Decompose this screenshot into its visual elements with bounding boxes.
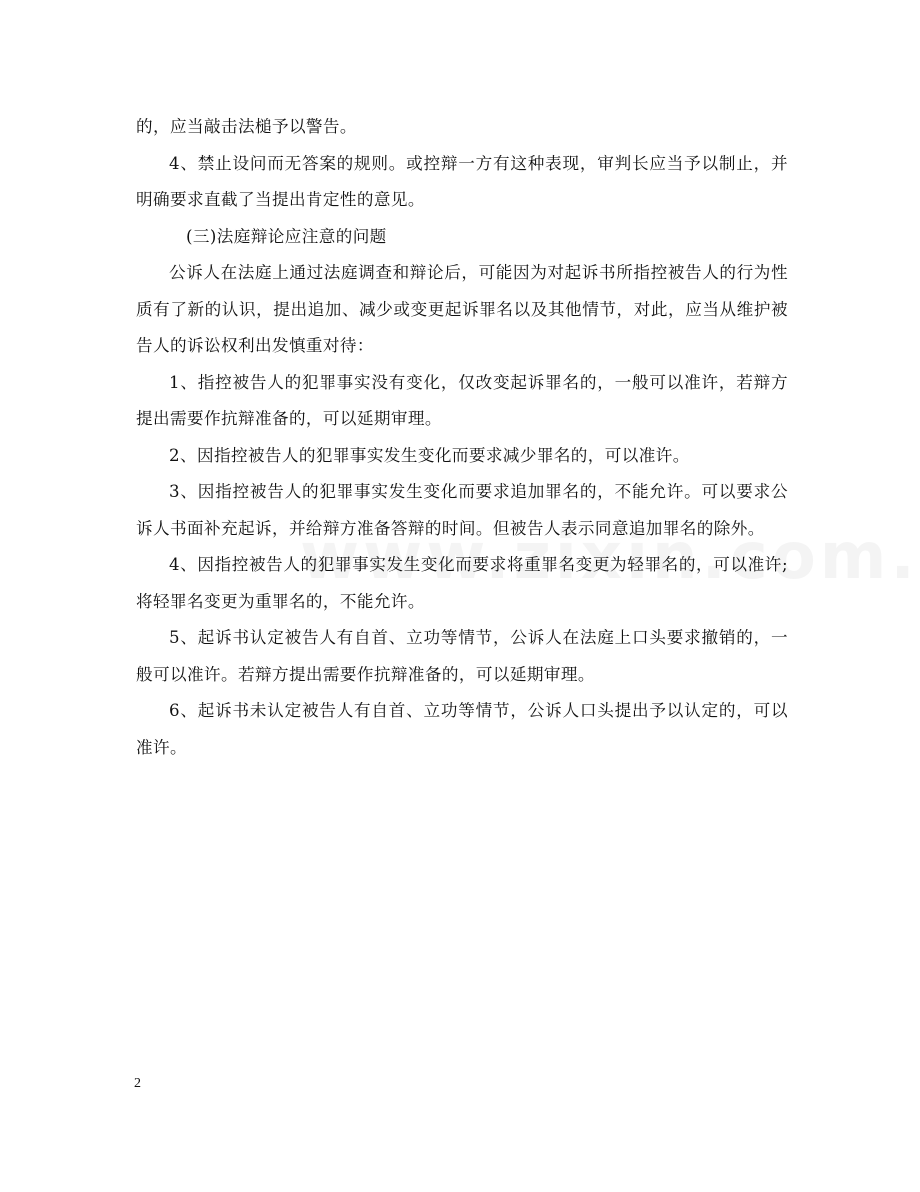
paragraph: 公诉人在法庭上通过法庭调查和辩论后，可能因为对起诉书所指控被告人的行为性质有了新的认识，提出追加、减少或变更起诉罪名以及其他情节，对此，应当从维护被告人的诉讼权利出发慎重对待： — [136, 263, 788, 355]
paragraph: 4、禁止设问而无答案的规则。或控辩一方有这种表现，审判长应当予以制止，并明确要求直截了当提出肯定性的意见。 — [136, 153, 788, 209]
page-number: 2 — [134, 1076, 141, 1091]
list-item: 3、因指控被告人的犯罪事实发生变化而要求追加罪名的，不能允许。可以要求公诉人书面补充起诉，并给辩方准备答辩的时间。但被告人表示同意追加罪名的除外。 — [136, 482, 788, 538]
list-item: 5、起诉书认定被告人有自首、立功等情节，公诉人在法庭上口头要求撤销的，一般可以准许。若辩方提出需要作抗辩准备的，可以延期审理。 — [136, 628, 788, 684]
document-body — [136, 109, 788, 766]
section-heading: (三)法庭辩论应注意的问题 — [186, 226, 387, 246]
list-item: 1、指控被告人的犯罪事实没有变化，仅改变起诉罪名的，一般可以准许，若辩方提出需要作抗辩准备的，可以延期审理。 — [136, 372, 788, 428]
list-item: 6、起诉书未认定被告人有自首、立功等情节，公诉人口头提出予以认定的，可以准许。 — [136, 701, 788, 757]
list-item: 4、因指控被告人的犯罪事实发生变化而要求将重罪名变更为轻罪名的，可以准许;将轻罪名变更为重罪名的，不能允许。 — [136, 555, 788, 611]
paragraph: 的，应当敲击法槌予以警告。 — [136, 117, 357, 136]
list-item: 2、因指控被告人的犯罪事实发生变化而要求减少罪名的，可以准许。 — [169, 445, 690, 465]
